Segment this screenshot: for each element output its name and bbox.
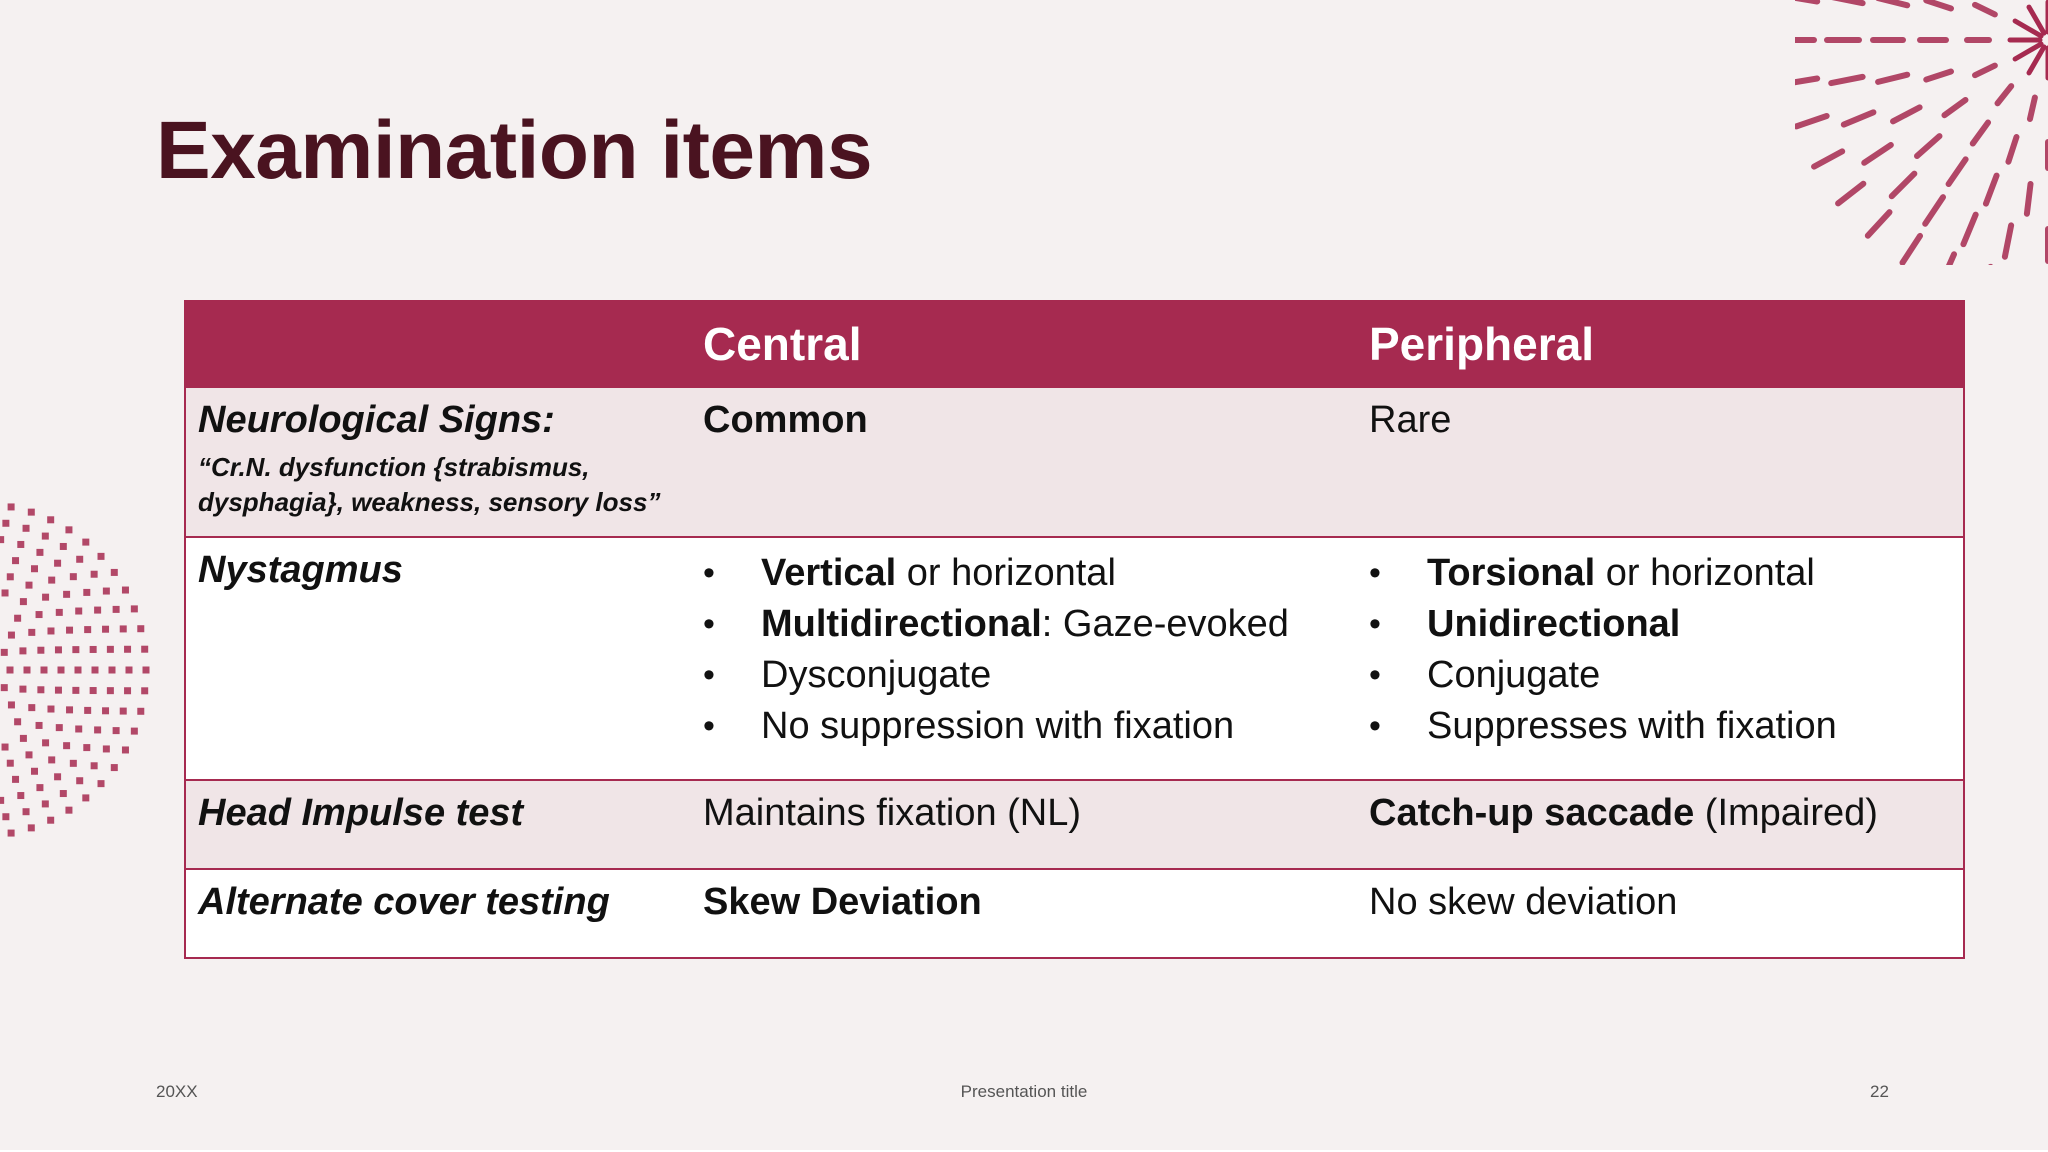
bullet-text: Dysconjugate [761,654,992,696]
peripheral-cell: No skew deviation [1357,869,1964,958]
table-header-row [185,301,1964,387]
bullet-text: or horizontal [896,552,1116,594]
row-label-cell [185,869,691,958]
peripheral-cell: Rare [1357,387,1964,537]
table-row-head-impulse-test [185,780,1964,869]
bullet-text: Suppresses with fixation [1427,705,1837,747]
footer-presentation-title: Presentation title [960,1082,1088,1101]
central-bullet-list [703,548,1357,752]
bullet-text: Conjugate [1427,654,1601,696]
row-label-cell [185,387,691,537]
list-item [703,599,1357,650]
footer-date: 20XX [156,1082,198,1101]
row-label: Head Impulse test [198,792,524,834]
peripheral-text: (Impaired) [1694,792,1878,834]
peripheral-bold-text: Catch-up saccade [1369,792,1695,834]
central-cell: Skew Deviation [691,869,1357,958]
list-item [1369,650,1963,701]
list-item [1369,701,1963,752]
list-item [703,650,1357,701]
bullet-text: or horizontal [1595,552,1815,594]
peripheral-bullet-list [1369,548,1963,752]
bullet-bold-text: Unidirectional [1427,603,1681,645]
central-cell: Maintains fixation (NL) [691,780,1357,869]
bullet-text: : Gaze-evoked [1041,603,1289,645]
bullet-bold-text: Torsional [1427,552,1596,594]
row-label: Neurological Signs: [198,399,555,441]
table-row-nystagmus [185,537,1964,780]
page-title: Examination items [156,105,873,196]
bullet-text: No suppression with fixation [761,705,1235,747]
dotted-sunburst-icon [0,460,150,880]
header-peripheral: Peripheral [1357,301,1964,387]
dashed-sunburst-icon [1795,0,2048,265]
row-label: Nystagmus [198,549,403,591]
peripheral-cell [1357,780,1964,869]
header-central: Central [691,301,1357,387]
bullet-bold-text: Vertical [761,552,897,594]
table-row-neurological-signs [185,387,1964,537]
central-cell [691,537,1357,780]
table-row-alternate-cover-testing [185,869,1964,958]
row-label-cell [185,780,691,869]
bullet-bold-text: Multidirectional [761,603,1042,645]
list-item [1369,599,1963,650]
list-item [703,701,1357,752]
examination-table [184,300,1965,959]
header-empty [185,301,691,387]
row-label-cell [185,537,691,780]
peripheral-cell [1357,537,1964,780]
row-label: Alternate cover testing [198,881,610,923]
footer-page-number: 22 [1870,1082,1889,1101]
row-sublabel: “Cr.N. dysfunction {strabismus, dysphagia}, weakness, sensory loss” [198,451,661,518]
central-cell: Common [691,387,1357,537]
list-item [703,548,1357,599]
list-item [1369,548,1963,599]
